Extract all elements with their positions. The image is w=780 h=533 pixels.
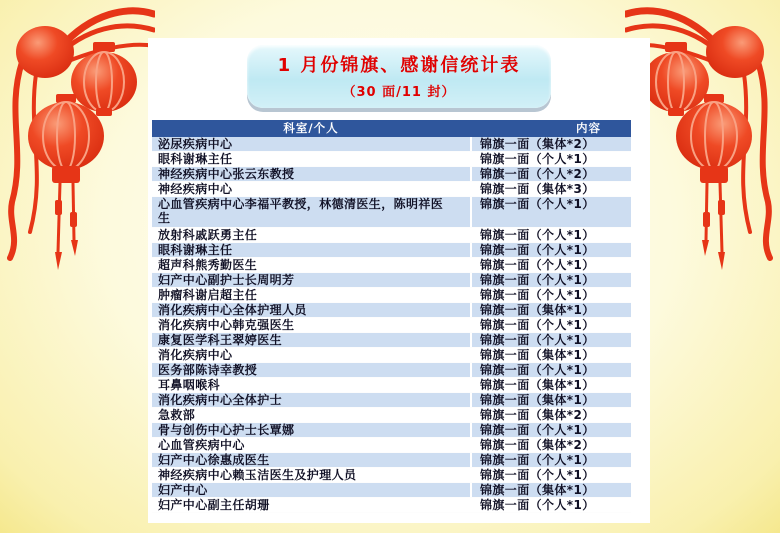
table-row — [152, 228, 631, 243]
content-panel — [148, 38, 650, 523]
dept-cell: 消化疾病中心全体护理人员 — [158, 303, 307, 317]
dept-cell: 神经疾病中心 — [158, 182, 233, 196]
table-row — [152, 453, 631, 468]
dept-cell: 妇产中心副主任胡珊 — [158, 498, 270, 512]
dept-cell: 眼科谢琳主任 — [158, 152, 233, 166]
content-cell: 锦旗一面（个人*1） — [470, 423, 631, 437]
table-row — [152, 318, 631, 333]
table-row — [152, 498, 631, 513]
table-row — [152, 167, 631, 182]
table-row — [152, 288, 631, 303]
content-cell: 锦旗一面（个人*1） — [470, 258, 631, 272]
page-title: 1 月份锦旗、感谢信统计表 — [277, 55, 521, 76]
content-cell: 锦旗一面（集体*3） — [470, 182, 631, 196]
content-cell: 锦旗一面（个人*1） — [470, 363, 631, 377]
content-cell: 锦旗一面（个人*1） — [470, 197, 631, 227]
table-body — [152, 137, 631, 513]
table-row — [152, 348, 631, 363]
dept-cell: 肿瘤科谢启超主任 — [158, 288, 258, 302]
table-row — [152, 483, 631, 498]
table-row — [152, 182, 631, 197]
table-row — [152, 333, 631, 348]
content-cell: 锦旗一面（集体*1） — [470, 393, 631, 407]
table-row — [152, 258, 631, 273]
dept-cell: 急救部 — [158, 408, 196, 422]
content-cell: 锦旗一面（个人*1） — [470, 498, 631, 512]
dept-cell: 消化疾病中心韩克强医生 — [158, 318, 295, 332]
table-row — [152, 423, 631, 438]
dept-cell: 妇产中心 — [158, 483, 208, 497]
table-row — [152, 152, 631, 167]
content-cell: 锦旗一面（集体*2） — [470, 137, 631, 151]
table-row — [152, 197, 631, 228]
dept-cell: 眼科谢琳主任 — [158, 243, 233, 257]
dept-cell: 骨与创伤中心护士长覃娜 — [158, 423, 295, 437]
table-row — [152, 438, 631, 453]
dept-cell: 超声科熊秀勤医生 — [158, 258, 258, 272]
content-cell: 锦旗一面（个人*1） — [470, 243, 631, 257]
content-cell: 锦旗一面（集体*1） — [470, 378, 631, 392]
content-cell: 锦旗一面（个人*1） — [470, 318, 631, 332]
content-cell: 锦旗一面（个人*1） — [470, 333, 631, 347]
dept-cell: 耳鼻咽喉科 — [158, 378, 221, 392]
dept-cell: 神经疾病中心张云东教授 — [158, 167, 295, 181]
dept-cell: 泌尿疾病中心 — [158, 137, 233, 151]
table-header-row — [152, 120, 631, 137]
table-row — [152, 378, 631, 393]
table-row — [152, 273, 631, 288]
content-cell: 锦旗一面（集体*1） — [470, 483, 631, 497]
dept-cell: 心血管疾病中心李福平教授，林德清医生，陈明祥医生 — [158, 197, 444, 225]
content-cell: 锦旗一面（个人*1） — [470, 288, 631, 302]
table-row — [152, 363, 631, 378]
content-cell: 锦旗一面（个人*2） — [470, 167, 631, 181]
table-row — [152, 303, 631, 318]
table-row — [152, 243, 631, 258]
dept-cell: 妇产中心徐惠成医生 — [158, 453, 270, 467]
content-cell: 锦旗一面（个人*1） — [470, 453, 631, 467]
table-row — [152, 393, 631, 408]
page-subtitle: （30 面/11 封） — [342, 85, 456, 100]
content-cell: 锦旗一面（个人*1） — [470, 468, 631, 482]
content-cell: 锦旗一面（个人*1） — [470, 152, 631, 166]
dept-cell: 心血管疾病中心 — [158, 438, 245, 452]
col-header-content: 内容 — [576, 121, 601, 135]
content-cell: 锦旗一面（集体*2） — [470, 438, 631, 452]
table-row — [152, 408, 631, 423]
col-header-dept: 科室/个人 — [283, 121, 339, 135]
dept-cell: 消化疾病中心全体护士 — [158, 393, 283, 407]
content-cell: 锦旗一面（集体*1） — [470, 348, 631, 362]
table-row — [152, 468, 631, 483]
red-lantern-icon — [0, 0, 155, 272]
lantern-decoration-left — [0, 0, 155, 272]
content-cell: 锦旗一面（集体*1） — [470, 303, 631, 317]
stats-table — [152, 120, 631, 513]
dept-cell: 康复医学科王翠婷医生 — [158, 333, 283, 347]
dept-cell: 放射科戚跃勇主任 — [158, 228, 258, 242]
content-cell: 锦旗一面（个人*1） — [470, 273, 631, 287]
title-banner — [247, 45, 551, 108]
table-row — [152, 137, 631, 152]
dept-cell: 神经疾病中心赖玉洁医生及护理人员 — [158, 468, 357, 482]
content-cell: 锦旗一面（集体*2） — [470, 408, 631, 422]
dept-cell: 妇产中心副护士长周明芳 — [158, 273, 295, 287]
dept-cell: 医务部陈诗幸教授 — [158, 363, 258, 377]
dept-cell: 消化疾病中心 — [158, 348, 233, 362]
content-cell: 锦旗一面（个人*1） — [470, 228, 631, 242]
